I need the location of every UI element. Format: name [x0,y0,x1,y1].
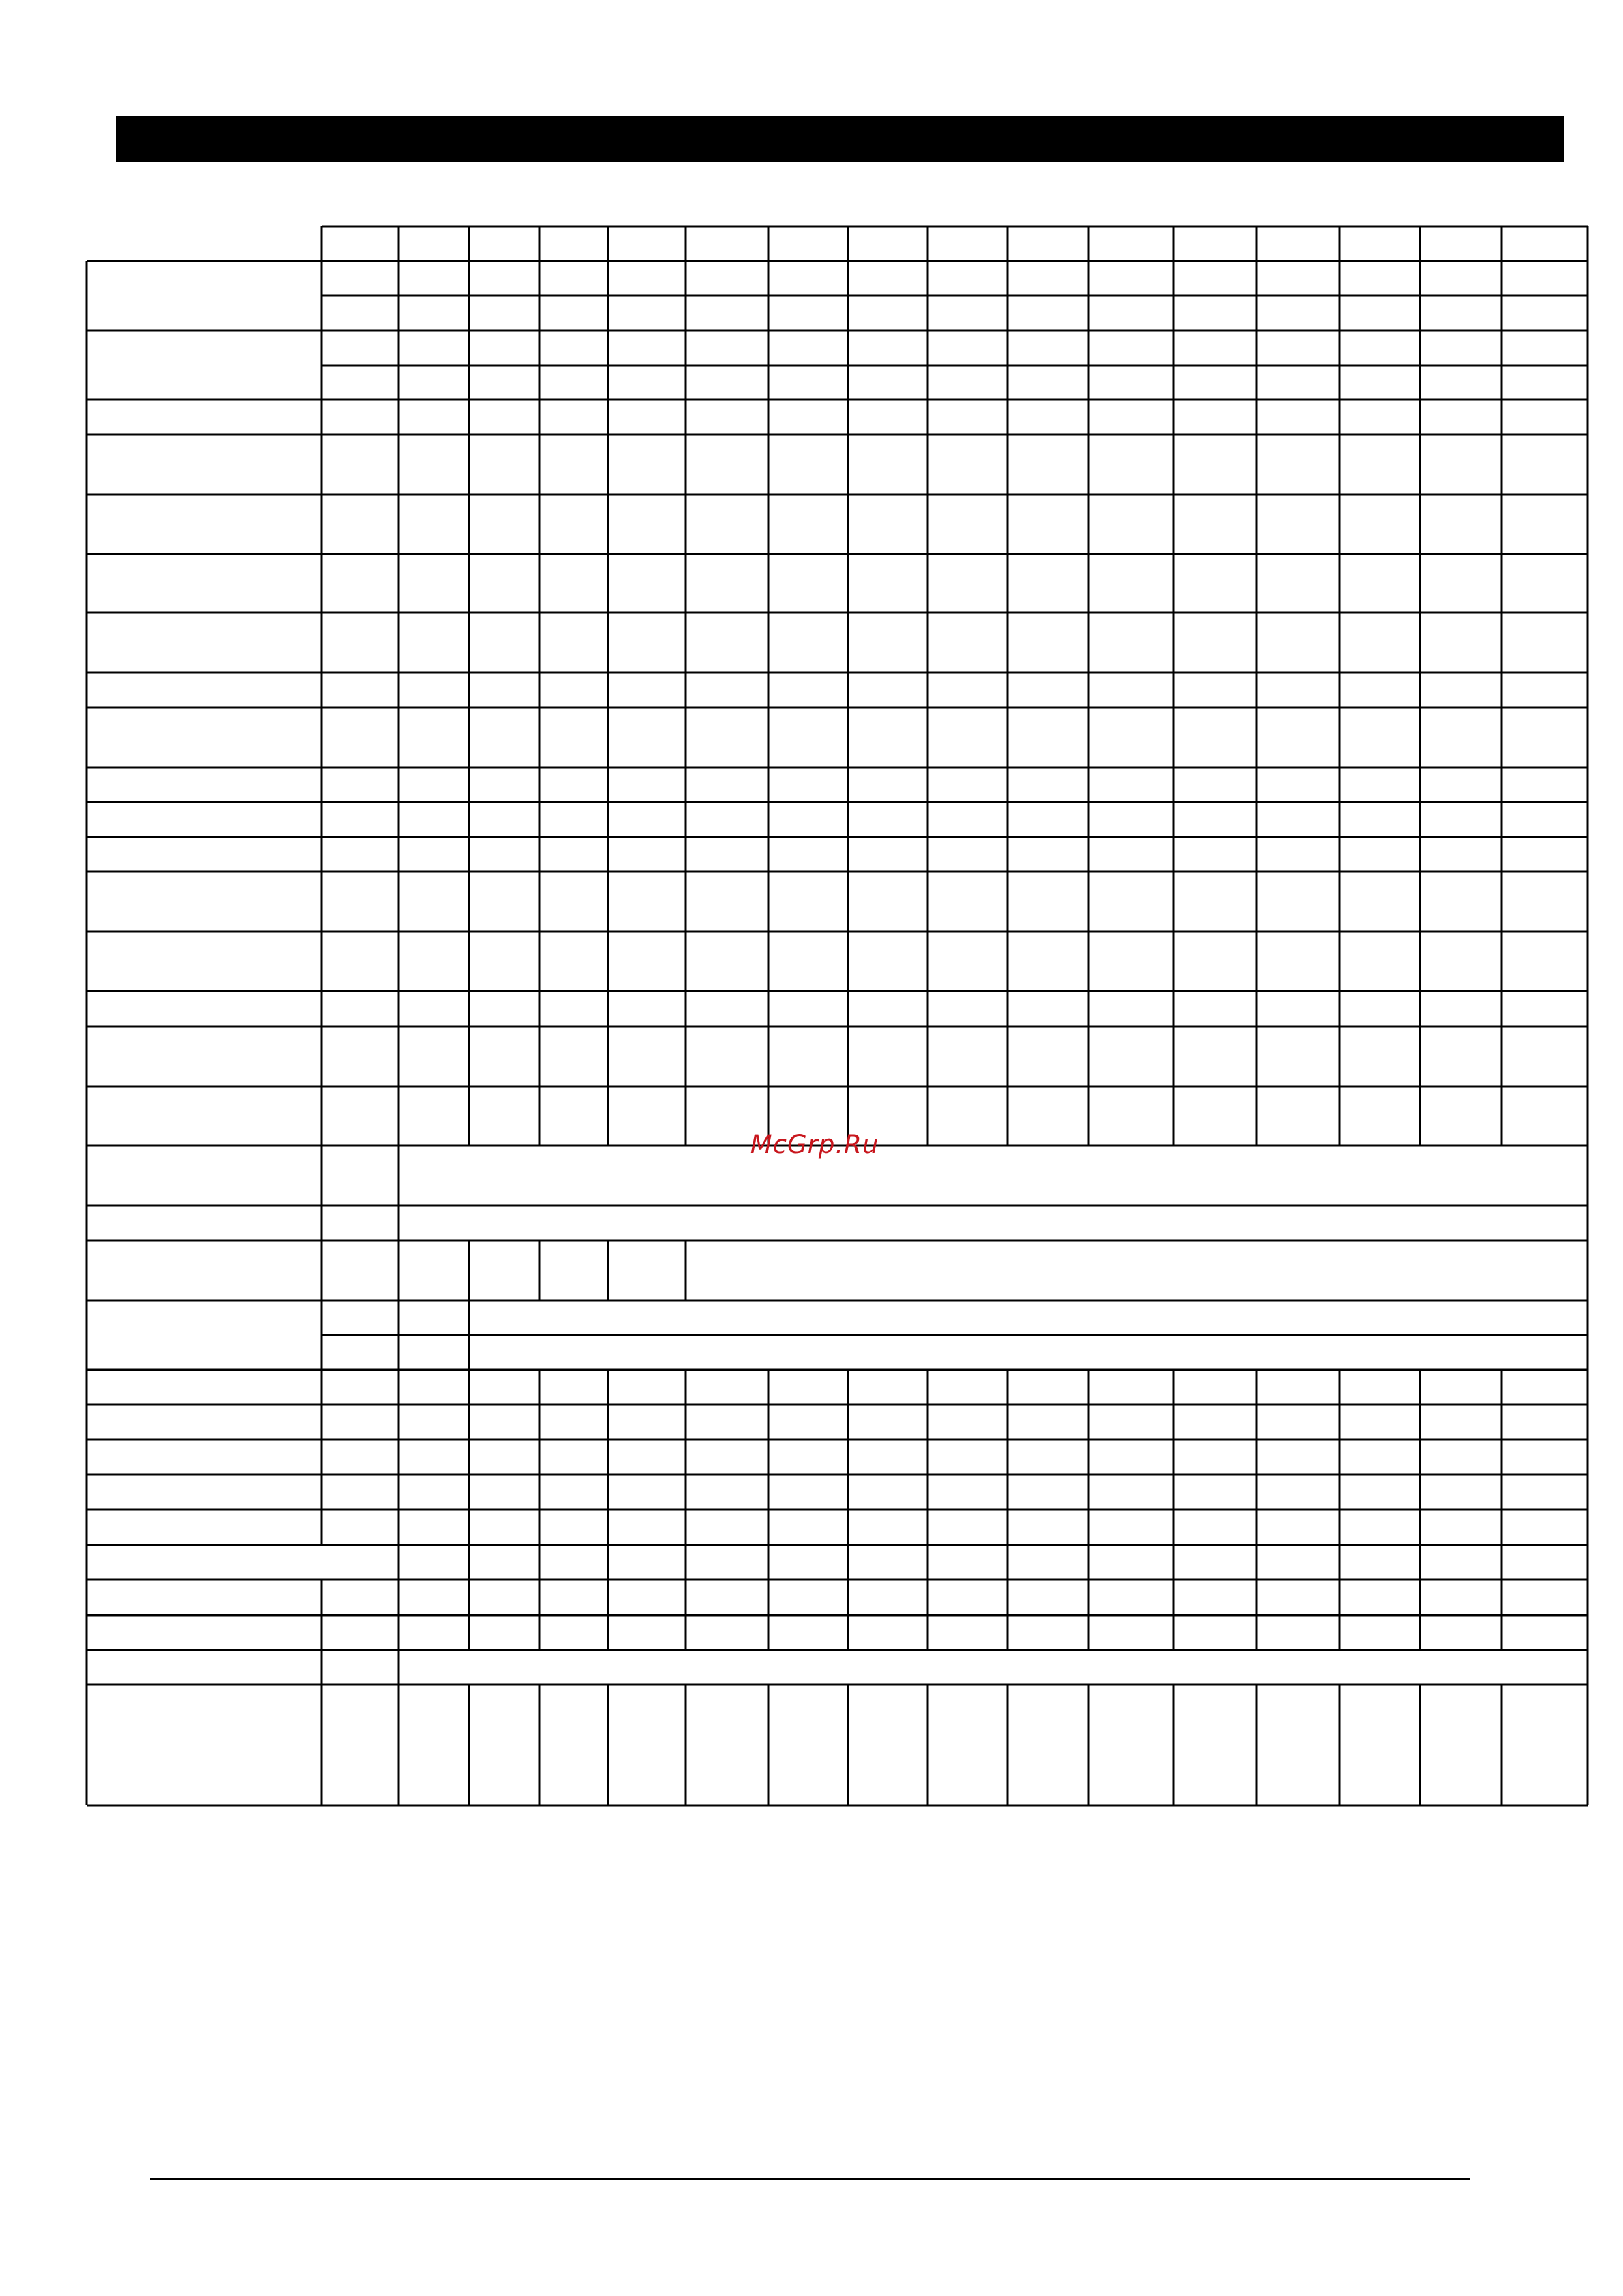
footer-rule [150,2178,1470,2180]
watermark-text: McGrp.Ru [750,1130,879,1159]
